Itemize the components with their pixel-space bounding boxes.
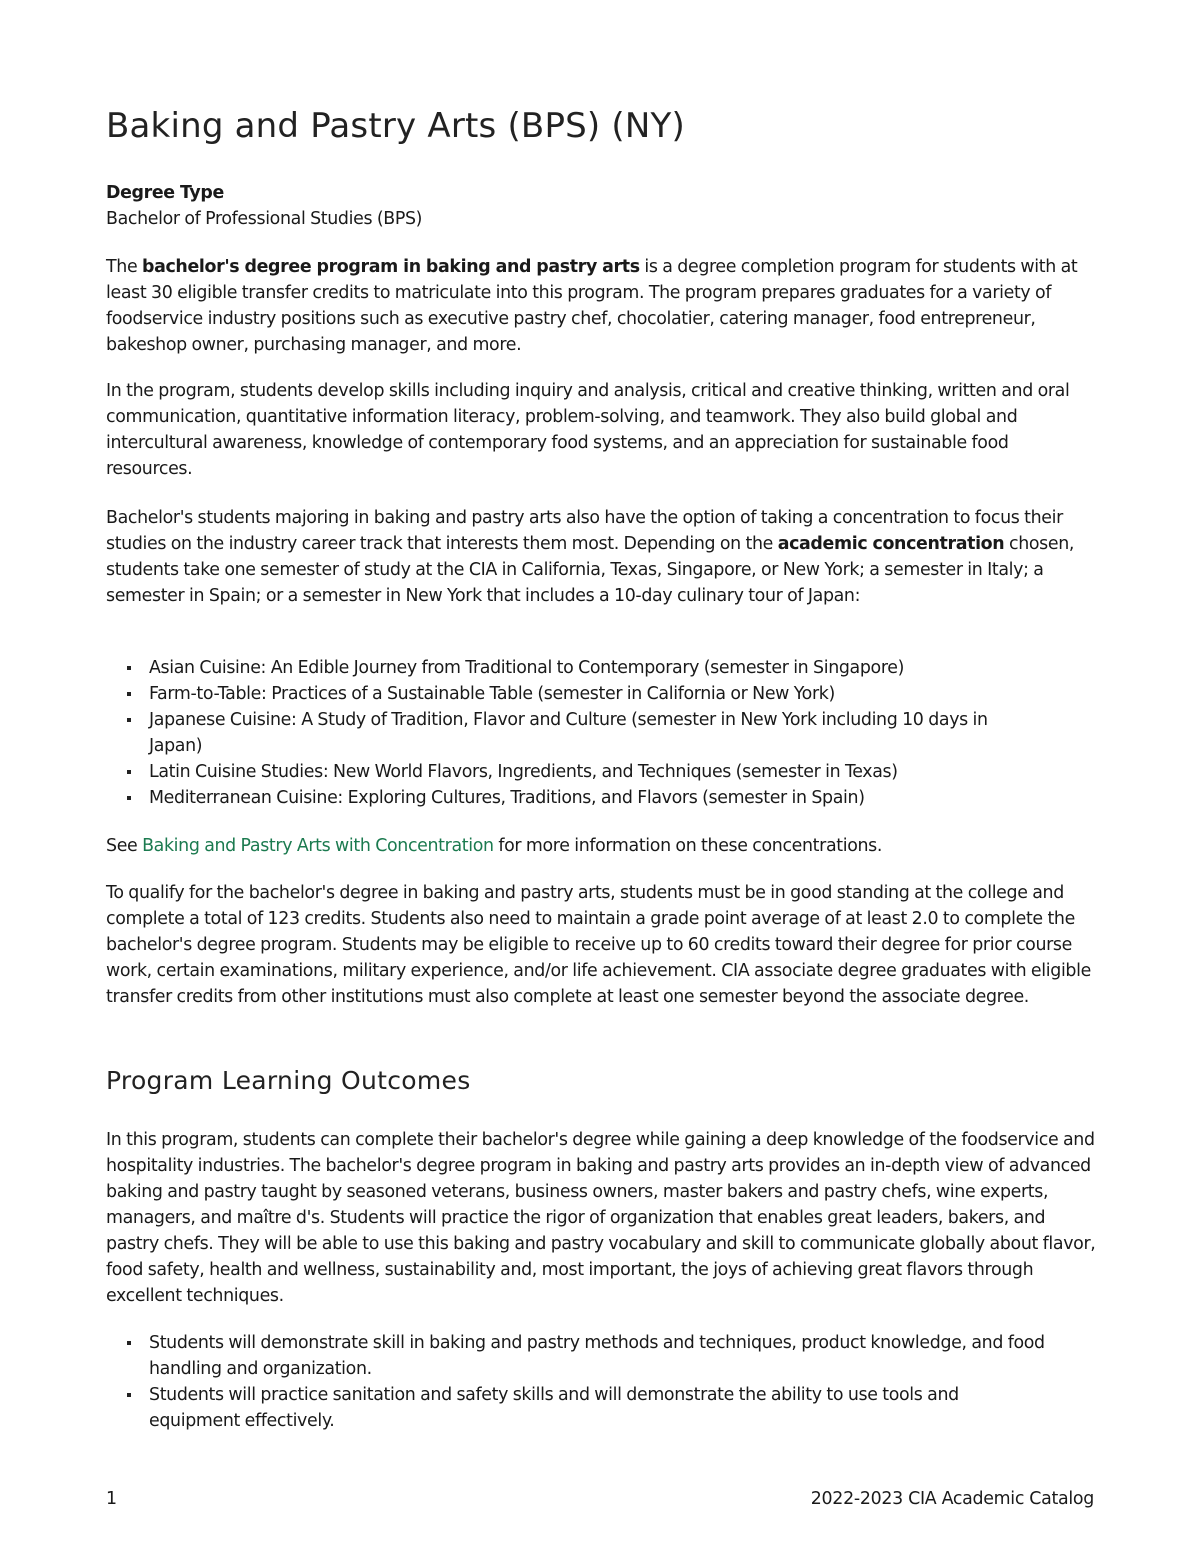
list-item: Students will practice sanitation and safety skills and will demonstrate the ability to use tools and equipment effectively. (106, 1382, 1096, 1434)
qualify-paragraph: To qualify for the bachelor's degree in baking and pastry arts, students must be in good standing at the college and complete a total of 123 credits. Students also need to maintain a grade point average of at least 2.0 to complete the bachelor's degree program. Students may be eligible to receive up to 60 credits toward their degree for prior course work, certain examinations, military experience, and/or life achievement. CIA associate degree graduates with eligible transfer credits from other institutions must also complete at least one semester beyond the associate degree. (106, 883, 1091, 1007)
intro-paragraph-3 (106, 505, 1096, 609)
see-also-rest: for more information on these concentrations. (493, 836, 883, 856)
list-item: Mediterranean Cuisine: Exploring Cultures, Traditions, and Flavors (semester in Spain) (106, 785, 1096, 811)
page-title: Baking and Pastry Arts (BPS) (NY) (106, 106, 685, 146)
see-also-paragraph (106, 833, 1096, 859)
intro-p1-rest: is a degree completion program for students with at least 30 eligible transfer credits to matriculate into this program. The program prepares graduates for a variety of foodservice industry positions such as executive pastry chef, chocolatier, catering manager, food entrepreneur, bakeshop owner, purchasing manager, and more. (106, 257, 1078, 355)
program-name-emphasis: bachelor's degree program in baking and pastry arts (141, 257, 640, 277)
outcomes-heading: Program Learning Outcomes (106, 1066, 471, 1095)
outcomes-intro: In this program, students can complete their bachelor's degree while gaining a deep knowledge of the foodservice and hospitality industries. The bachelor's degree program in baking and pastry arts provides an in-depth view of advanced baking and pastry taught by seasoned veterans, business owners, master bakers and pastry chefs, wine experts, managers, and maître d's. Students will practice the rigor of organization that enables great leaders, bakers, and pastry chefs. They will be able to use this baking and pastry vocabulary and skill to communicate globally about flavor, food safety, health and wellness, sustainability and, most important, the joys of achieving great flavors through excellent techniques. (106, 1130, 1096, 1306)
list-item (106, 707, 1096, 759)
concentrations-list (106, 655, 1096, 811)
list-item: Students will demonstrate skill in baking and pastry methods and techniques, product knowledge, and food handling and organization. (106, 1330, 1096, 1382)
concentration-link[interactable]: Baking and Pastry Arts with Concentration (142, 836, 494, 856)
intro-p1-lead: The (106, 257, 142, 277)
intro-p3-rest: chosen, students take one semester of study at the CIA in California, Texas, Singapore, or New York; a semester in Italy; a semester in Spain; or a semester in New York that includes a 10-day culinary tour of Japan: (106, 534, 1075, 606)
list-item: Asian Cuisine: An Edible Journey from Traditional to Contemporary (semester in Singapore) (106, 655, 1096, 681)
intro-p3-lead: Bachelor's students majoring in baking and pastry arts also have the option of taking a concentration to focus their studies on the industry career track that interests them most. Depending on the (106, 508, 1063, 554)
see-also-lead: See (106, 836, 143, 856)
catalog-footer: 2022-2023 CIA Academic Catalog (810, 1489, 1094, 1509)
degree-type-value: Bachelor of Professional Studies (BPS) (106, 209, 423, 229)
academic-concentration-emphasis: academic concentration (777, 534, 1005, 554)
degree-type-section (106, 180, 1096, 232)
intro-paragraph-1 (106, 254, 1096, 358)
outcomes-list (106, 1330, 1096, 1434)
page-number: 1 (106, 1489, 118, 1509)
list-item-text: Japanese Cuisine: A Study of Tradition, Flavor and Culture (semester in New York including 10 days in Japan) (149, 710, 988, 756)
degree-type-label: Degree Type (106, 183, 224, 203)
list-item: Farm-to-Table: Practices of a Sustainable Table (semester in California or New York) (106, 681, 1096, 707)
intro-paragraph-2: In the program, students develop skills including inquiry and analysis, critical and creative thinking, written and oral communication, quantitative information literacy, problem-solving, and teamwork. They also build global and intercultural awareness, knowledge of contemporary food systems, and an appreciation for sustainable food resources. (106, 381, 1070, 479)
list-item: Latin Cuisine Studies: New World Flavors, Ingredients, and Techniques (semester in Texas) (106, 759, 1096, 785)
